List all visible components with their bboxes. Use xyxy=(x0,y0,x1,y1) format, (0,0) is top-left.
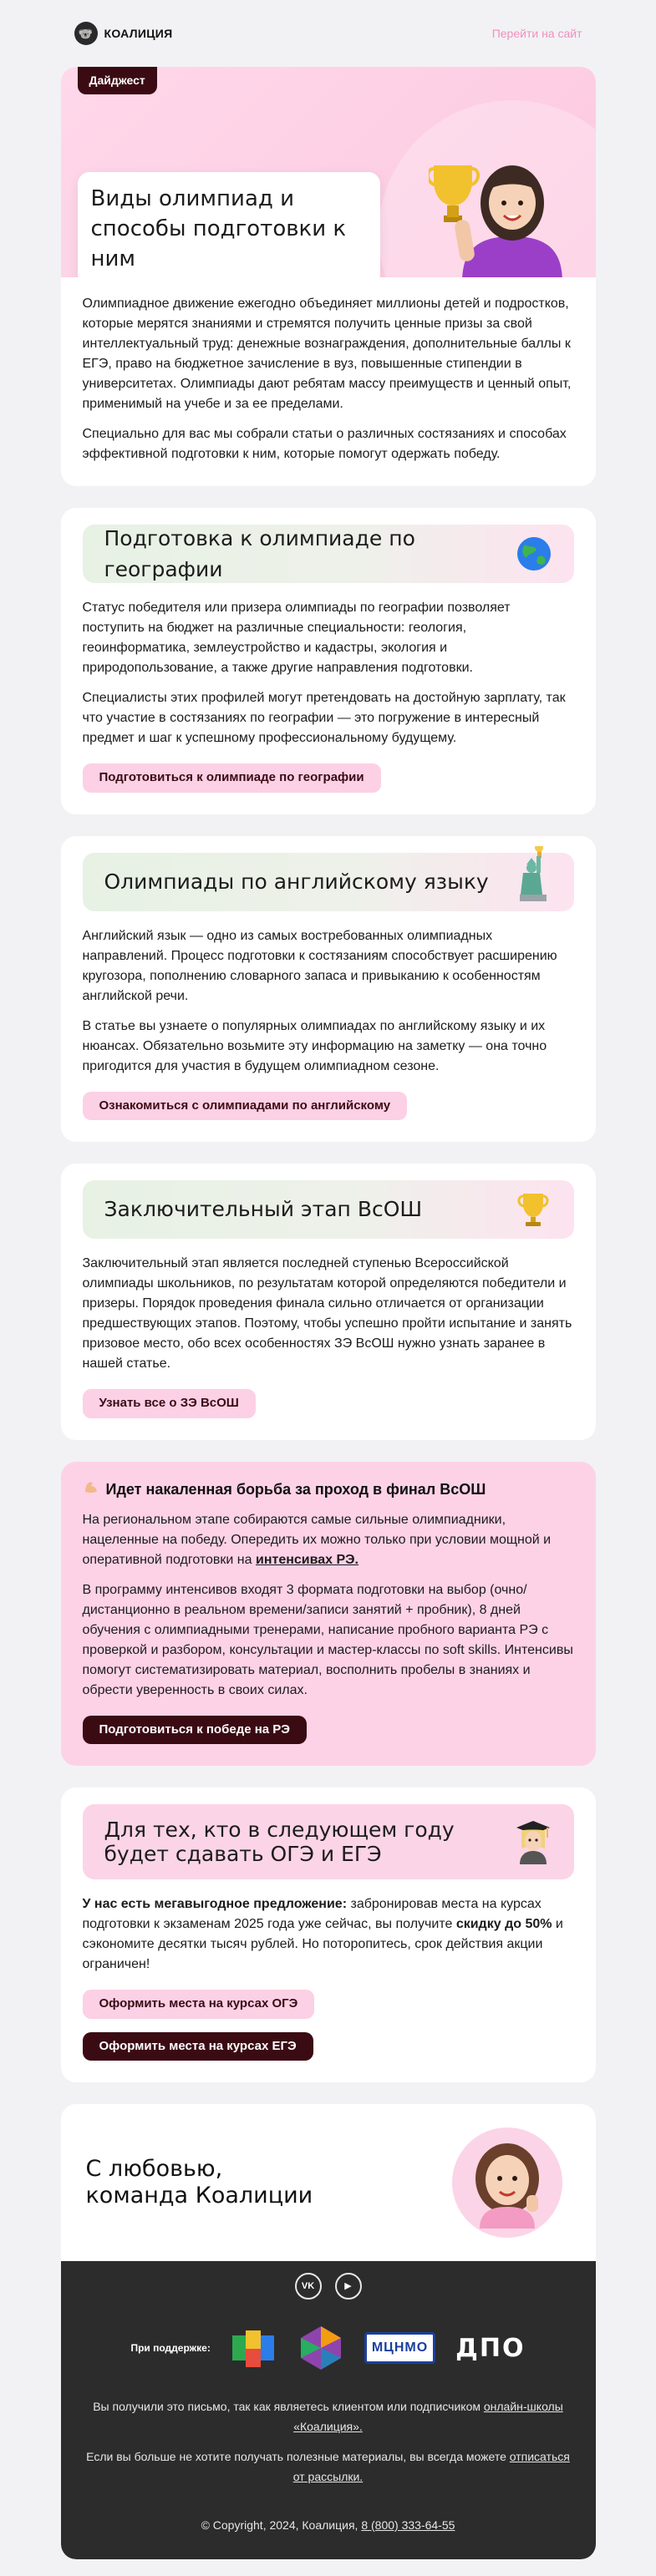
final-stage-card xyxy=(61,1164,596,1440)
vk-icon[interactable]: VK xyxy=(295,2273,322,2300)
exams-paragraph xyxy=(83,1894,574,1975)
globe-icon xyxy=(516,535,552,573)
trophy-icon xyxy=(514,1190,552,1229)
intensive-title: Идет накаленная борьба за проход в финал ВсОШ xyxy=(105,1481,486,1498)
partner-dpo-logo[interactable] xyxy=(455,2330,525,2367)
signature-line1: С любовью, xyxy=(85,2156,223,2182)
hero-title-box xyxy=(78,172,380,277)
youtube-icon[interactable]: ▶ xyxy=(335,2273,362,2300)
english-card xyxy=(61,836,596,1143)
intensive-cta-button[interactable]: Подготовиться к победе на РЭ xyxy=(83,1716,307,1745)
geography-paragraph: Специалисты этих профилей могут претендовать на достойную зарплату, так что участие в состязаниях по географии — это погружение в интересный предмет и шаг к успешному профессиональному будущему. xyxy=(82,691,566,745)
statue-of-liberty-icon xyxy=(514,863,552,901)
partner-cube-logo[interactable] xyxy=(231,2327,277,2369)
english-title: Олимпиады по английскому языку xyxy=(104,869,489,894)
hero-paragraph: Специально для вас мы собрали статьи о различных состязаниях и способах эффективной подготовки к ним, которые помогут одержать победу. xyxy=(82,427,567,461)
hero-paragraph: Олимпиадное движение ежегодно объединяет миллионы детей и подростков, которые мерятся знаниями и стремятся получить ценные призы за свой интеллектуальный труд: денежные вознаграждения, дополнительные баллы к ЕГЭ, право на бюджетное зачисление в вуз, повышенные стипендии в университетах. Олимпиады дают ребятам массу преимуществ и ценный опыт, применимый на учебе и за ее пределами. xyxy=(82,297,572,411)
intensive-paragraph-2: В программу интенсивов входят 3 формата подготовки на выбор (очно/дистанционно в реальном времени/записи занятий + пробник), 8 дней обучения с олимпиадными тренерами, написание пробного варианта РЭ с проверкой и разбором, консультации и мастер-классы по soft skills. Интенсивы помогут систематизировать материал, восполнить пробелы в знаниях и обрести уверенность в своих силах. xyxy=(82,1582,573,1697)
geography-card xyxy=(61,508,596,814)
geography-title: Подготовка к олимпиаде по географии xyxy=(104,525,415,581)
oge-cta-button[interactable]: Оформить места на курсах ОГЭ xyxy=(83,1990,315,2019)
hero-title: Виды олимпиад и способы подготовки к ним xyxy=(90,186,347,271)
brand[interactable] xyxy=(74,22,173,45)
exams-discount: скидку до 50% xyxy=(455,1917,552,1931)
partner-mcnmo-logo[interactable] xyxy=(364,2332,435,2364)
phone-link[interactable]: 8 (800) 333-64-55 xyxy=(361,2518,455,2532)
english-paragraph: В статье вы узнаете о популярных олимпиадах по английскому языку и их нюансах. Обязательно возьмите эту информацию на заметку — она точно пригодится для участия в будущем олимпиадном сезоне. xyxy=(82,1018,547,1073)
dpo-text: ДПО xyxy=(455,2333,526,2363)
geography-banner xyxy=(83,525,574,583)
school-link[interactable]: онлайн-школы «Коалиция». xyxy=(293,2400,563,2433)
exams-title-line2: будет сдавать ОГЭ и ЕГЭ xyxy=(104,1842,382,1866)
final-stage-title: Заключительный этап ВсОШ xyxy=(104,1197,423,1222)
exams-lead-text: забронировав места на курсах подготовки к экзаменам 2025 года уже сейчас, вы получите xyxy=(82,1897,542,1931)
intensive-link[interactable]: интенсивах РЭ. xyxy=(255,1552,359,1567)
english-banner xyxy=(83,853,574,911)
signature-card xyxy=(61,2104,596,2559)
unsubscribe-link[interactable]: отписаться от рассылки. xyxy=(292,2450,570,2483)
geography-cta-button[interactable]: Подготовиться к олимпиаде по географии xyxy=(83,763,381,793)
support-label: При поддержке: xyxy=(130,2342,211,2354)
footer-notice-2-text: Если вы больше не хотите получать полезные материалы, вы всегда можете xyxy=(86,2450,510,2463)
final-stage-paragraph: Заключительный этап является последней ступенью Всероссийской олимпиады школьников, по результатам которой определяются победители и призеры. Порядок проведения финала сильно отличается от организации предшествующих этапов. Поэтому, чтобы успешно пройти испытание и занять призовое место, обо всех особенностях ЗЭ ВсОШ нужно узнать заранее в нашей статье. xyxy=(82,1256,572,1371)
signature-line2: команда Коалиции xyxy=(85,2183,313,2208)
avatar xyxy=(452,2127,562,2238)
flexed-biceps-icon xyxy=(83,1478,99,1502)
exams-tail: и сэкономите десятки тысяч рублей. Но поторопитесь, срок действия акции ограничен! xyxy=(82,1917,563,1971)
hero-body xyxy=(61,277,596,486)
final-stage-banner xyxy=(83,1180,574,1239)
graduate-icon xyxy=(514,1823,552,1861)
koala-logo-icon: 🐨 xyxy=(74,22,98,45)
social-links xyxy=(86,2273,571,2300)
final-stage-cta-button[interactable]: Узнать все о ЗЭ ВсОШ xyxy=(83,1389,256,1418)
signature-text xyxy=(86,2156,313,2209)
footer-notice-1-text: Вы получили это письмо, так как являетесь клиентом или подписчиком xyxy=(93,2400,484,2413)
mcnmo-text: МЦНМО xyxy=(364,2332,435,2364)
geography-paragraph: Статус победителя или призера олимпиады по географии позволяет поступить на бюджет на различные специальности: геология, геоинформатика, землеустройство и кадастры, экология и природопользование, а также другие направления подготовки. xyxy=(82,601,511,675)
exams-card xyxy=(61,1787,596,2082)
exams-lead-bold: У нас есть мегавыгодное предложение: xyxy=(82,1897,348,1911)
hero-card xyxy=(61,67,596,486)
partners-row xyxy=(86,2325,571,2371)
exams-banner xyxy=(83,1804,574,1879)
footer xyxy=(61,2261,596,2559)
footer-notice-2 xyxy=(86,2447,571,2487)
email-wrapper xyxy=(61,0,596,2576)
top-header xyxy=(61,0,596,67)
footer-notice-1 xyxy=(86,2396,571,2437)
english-cta-button[interactable]: Ознакомиться с олимпиадами по английскому xyxy=(83,1092,408,1121)
intensive-p1-text: На региональном этапе собираются самые сильные олимпиадники, нацеленные на победу. Опередить их можно только при условии мощной и оперативной подготовки на xyxy=(82,1512,552,1567)
intensive-card xyxy=(61,1462,596,1767)
ege-cta-button[interactable]: Оформить места на курсах ЕГЭ xyxy=(83,2032,313,2061)
intensive-heading xyxy=(83,1478,574,1502)
copyright xyxy=(86,2517,571,2534)
go-to-site-link[interactable]: Перейти на сайт xyxy=(491,26,582,40)
english-paragraph: Английский язык — одно из самых востребованных олимпиадных направлений. Процесс подготовки к состязаниям способствует расширению кругозора, пополнению словарного запаса и привыканию к особенностям английской речи. xyxy=(82,928,557,1003)
signature-block xyxy=(61,2104,596,2261)
girl-with-trophy-icon xyxy=(429,157,562,277)
exams-title xyxy=(104,1818,455,1866)
exams-title-line1: Для тех, кто в следующем году xyxy=(104,1818,455,1842)
intensive-paragraph-1 xyxy=(83,1510,574,1570)
brand-name: КОАЛИЦИЯ xyxy=(104,26,173,40)
digest-tag: Дайджест xyxy=(78,67,157,94)
hero-banner xyxy=(61,67,596,277)
partner-gem-logo[interactable] xyxy=(297,2325,344,2371)
copyright-text: © Copyright, 2024, Коалиция, xyxy=(201,2518,362,2532)
